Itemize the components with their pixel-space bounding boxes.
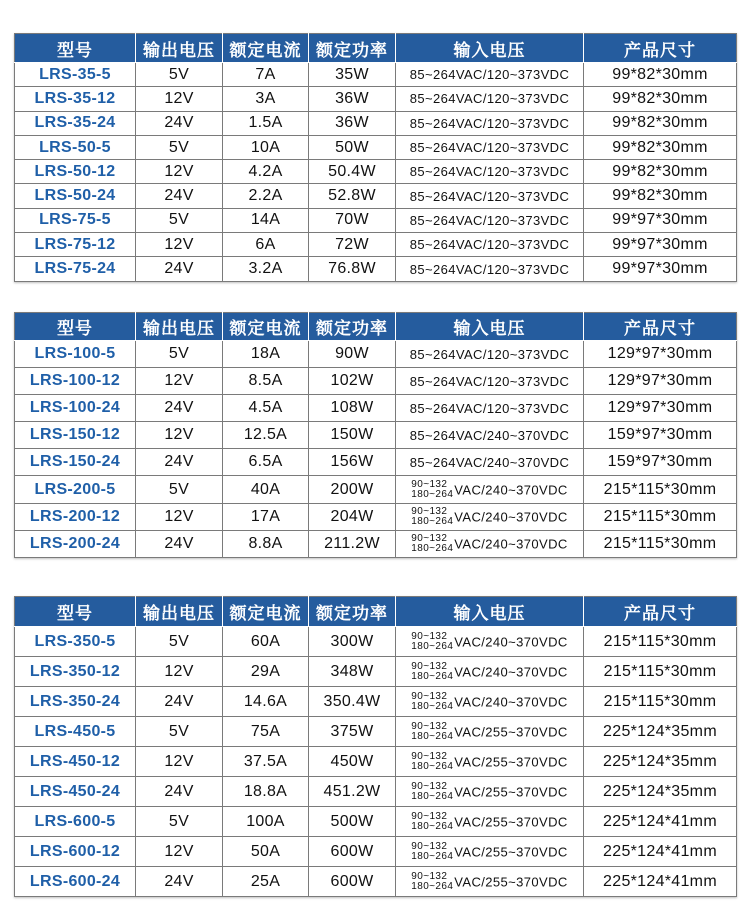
input-range-rest: VAC/240~370VDC <box>454 536 568 552</box>
input-range-low: 90~132 <box>411 810 448 822</box>
rated-power-cell: 52.8W <box>309 184 396 208</box>
rated-current-cell: 18.8A <box>223 777 309 807</box>
table-row <box>15 111 737 135</box>
output-voltage-cell: 12V <box>136 422 223 449</box>
rated-current-cell: 29A <box>223 657 309 687</box>
rated-current-cell: 1.5A <box>223 111 309 135</box>
model-cell: LRS-200-12 <box>15 503 136 530</box>
rated-current-cell: 4.2A <box>223 160 309 184</box>
model-cell: LRS-100-24 <box>15 395 136 422</box>
table-row <box>15 87 737 111</box>
product-size-cell: 225*124*35mm <box>584 747 737 777</box>
rated-power-cell: 200W <box>309 476 396 503</box>
table-row <box>15 476 737 503</box>
rated-current-cell: 2.2A <box>223 184 309 208</box>
rated-power-cell: 150W <box>309 422 396 449</box>
output-voltage-cell: 24V <box>136 530 223 557</box>
model-cell: LRS-600-24 <box>15 867 136 897</box>
header-output-voltage: 输出电压 <box>136 313 223 341</box>
product-size-cell: 215*115*30mm <box>584 687 737 717</box>
table-row <box>15 63 737 87</box>
input-range-rest: VAC/240~370VDC <box>454 664 568 679</box>
product-size-cell: 99*97*30mm <box>584 257 737 281</box>
output-voltage-cell: 12V <box>136 837 223 867</box>
table-row <box>15 160 737 184</box>
input-range-high: 180~264 <box>411 640 454 652</box>
input-range-high: 180~264 <box>411 670 454 682</box>
product-size-cell: 225*124*35mm <box>584 717 737 747</box>
input-voltage-cell <box>396 777 584 807</box>
spec-table-3 <box>14 596 737 897</box>
input-range-low: 90~132 <box>411 505 448 517</box>
input-range-low: 90~132 <box>411 532 448 544</box>
rated-current-cell: 8.5A <box>223 368 309 395</box>
input-voltage-cell: 85~264VAC/120~373VDC <box>396 63 584 87</box>
output-voltage-cell: 12V <box>136 657 223 687</box>
input-range-rest: VAC/240~370VDC <box>454 634 568 649</box>
input-range-stack <box>411 480 453 500</box>
header-input-voltage: 输入电压 <box>396 34 584 63</box>
input-range-low: 90~132 <box>411 780 448 792</box>
input-range-high: 180~264 <box>411 488 454 500</box>
input-voltage-cell <box>396 627 584 657</box>
input-voltage-cell: 85~264VAC/120~373VDC <box>396 257 584 281</box>
product-size-cell: 159*97*30mm <box>584 422 737 449</box>
table-row <box>15 777 737 807</box>
input-voltage-cell <box>396 717 584 747</box>
rated-current-cell: 50A <box>223 837 309 867</box>
input-range-stack <box>411 507 453 527</box>
model-cell: LRS-350-12 <box>15 657 136 687</box>
rated-power-cell: 600W <box>309 837 396 867</box>
output-voltage-cell: 12V <box>136 87 223 111</box>
rated-power-cell: 50.4W <box>309 160 396 184</box>
rated-power-cell: 300W <box>309 627 396 657</box>
input-range-rest: VAC/255~370VDC <box>454 874 568 889</box>
rated-current-cell: 7A <box>223 63 309 87</box>
model-cell: LRS-450-5 <box>15 717 136 747</box>
model-cell: LRS-50-12 <box>15 160 136 184</box>
rated-power-cell: 70W <box>309 208 396 232</box>
table-row <box>15 657 737 687</box>
model-cell: LRS-50-24 <box>15 184 136 208</box>
model-cell: LRS-75-12 <box>15 233 136 257</box>
model-cell: LRS-35-12 <box>15 87 136 111</box>
model-cell: LRS-50-5 <box>15 135 136 159</box>
rated-power-cell: 72W <box>309 233 396 257</box>
input-range-high: 180~264 <box>411 820 454 832</box>
input-voltage-cell <box>396 476 584 503</box>
rated-power-cell: 108W <box>309 395 396 422</box>
table-row <box>15 257 737 281</box>
rated-current-cell: 100A <box>223 807 309 837</box>
input-voltage-cell <box>396 867 584 897</box>
model-cell: LRS-100-5 <box>15 341 136 368</box>
model-cell: LRS-35-5 <box>15 63 136 87</box>
table-row <box>15 867 737 897</box>
rated-power-cell: 350.4W <box>309 687 396 717</box>
input-range-high: 180~264 <box>411 730 454 742</box>
input-range-rest: VAC/240~370VDC <box>454 509 568 525</box>
input-range-high: 180~264 <box>411 880 454 892</box>
product-size-cell: 99*82*30mm <box>584 87 737 111</box>
input-range-rest: VAC/240~370VDC <box>454 694 568 709</box>
output-voltage-cell: 12V <box>136 503 223 530</box>
input-range-high: 180~264 <box>411 542 454 554</box>
input-voltage-cell <box>396 747 584 777</box>
output-voltage-cell: 24V <box>136 777 223 807</box>
input-voltage-cell: 85~264VAC/240~370VDC <box>396 422 584 449</box>
rated-current-cell: 3.2A <box>223 257 309 281</box>
input-voltage-cell: 85~264VAC/120~373VDC <box>396 341 584 368</box>
product-size-cell: 129*97*30mm <box>584 341 737 368</box>
input-range-high: 180~264 <box>411 790 454 802</box>
input-voltage-cell: 85~264VAC/120~373VDC <box>396 233 584 257</box>
input-range-low: 90~132 <box>411 720 448 732</box>
product-size-cell: 215*115*30mm <box>584 657 737 687</box>
product-size-cell: 99*97*30mm <box>584 208 737 232</box>
input-voltage-cell: 85~264VAC/120~373VDC <box>396 160 584 184</box>
header-input-voltage: 输入电压 <box>396 597 584 627</box>
input-range-low: 90~132 <box>411 690 448 702</box>
input-voltage-cell: 85~264VAC/120~373VDC <box>396 184 584 208</box>
output-voltage-cell: 24V <box>136 687 223 717</box>
input-range-stack <box>411 842 453 862</box>
header-rated-power: 额定功率 <box>309 34 396 63</box>
table-header-row <box>15 34 737 63</box>
input-range-low: 90~132 <box>411 840 448 852</box>
rated-power-cell: 375W <box>309 717 396 747</box>
rated-current-cell: 8.8A <box>223 530 309 557</box>
input-range-rest: VAC/255~370VDC <box>454 814 568 829</box>
model-cell: LRS-200-5 <box>15 476 136 503</box>
rated-current-cell: 40A <box>223 476 309 503</box>
product-size-cell: 129*97*30mm <box>584 368 737 395</box>
output-voltage-cell: 24V <box>136 395 223 422</box>
product-size-cell: 225*124*41mm <box>584 867 737 897</box>
input-voltage-cell <box>396 837 584 867</box>
header-model: 型号 <box>15 34 136 63</box>
input-range-stack <box>411 722 453 742</box>
output-voltage-cell: 12V <box>136 747 223 777</box>
output-voltage-cell: 12V <box>136 233 223 257</box>
rated-power-cell: 500W <box>309 807 396 837</box>
input-voltage-cell <box>396 657 584 687</box>
table-row <box>15 627 737 657</box>
input-voltage-cell <box>396 687 584 717</box>
rated-power-cell: 35W <box>309 63 396 87</box>
input-range-stack <box>411 752 453 772</box>
header-model: 型号 <box>15 597 136 627</box>
model-cell: LRS-350-24 <box>15 687 136 717</box>
output-voltage-cell: 5V <box>136 135 223 159</box>
model-cell: LRS-200-24 <box>15 530 136 557</box>
input-range-rest: VAC/255~370VDC <box>454 784 568 799</box>
input-voltage-cell: 85~264VAC/120~373VDC <box>396 111 584 135</box>
input-voltage-cell: 85~264VAC/120~373VDC <box>396 208 584 232</box>
rated-power-cell: 50W <box>309 135 396 159</box>
product-size-cell: 99*82*30mm <box>584 135 737 159</box>
header-output-voltage: 输出电压 <box>136 597 223 627</box>
table-row <box>15 184 737 208</box>
table-row <box>15 717 737 747</box>
table-row <box>15 503 737 530</box>
rated-power-cell: 600W <box>309 867 396 897</box>
output-voltage-cell: 24V <box>136 257 223 281</box>
input-voltage-cell: 85~264VAC/240~370VDC <box>396 449 584 476</box>
product-size-cell: 225*124*41mm <box>584 837 737 867</box>
rated-current-cell: 10A <box>223 135 309 159</box>
input-voltage-cell <box>396 530 584 557</box>
table-row <box>15 687 737 717</box>
output-voltage-cell: 5V <box>136 627 223 657</box>
output-voltage-cell: 5V <box>136 807 223 837</box>
header-product-size: 产品尺寸 <box>584 313 737 341</box>
input-range-high: 180~264 <box>411 515 454 527</box>
header-product-size: 产品尺寸 <box>584 34 737 63</box>
model-cell: LRS-75-24 <box>15 257 136 281</box>
table-row <box>15 341 737 368</box>
model-cell: LRS-35-24 <box>15 111 136 135</box>
table-row <box>15 837 737 867</box>
rated-current-cell: 25A <box>223 867 309 897</box>
rated-current-cell: 12.5A <box>223 422 309 449</box>
input-range-low: 90~132 <box>411 660 448 672</box>
product-size-cell: 99*82*30mm <box>584 160 737 184</box>
input-range-rest: VAC/255~370VDC <box>454 754 568 769</box>
rated-power-cell: 211.2W <box>309 530 396 557</box>
table-row <box>15 395 737 422</box>
input-range-high: 180~264 <box>411 850 454 862</box>
header-rated-power: 额定功率 <box>309 597 396 627</box>
product-size-cell: 99*97*30mm <box>584 233 737 257</box>
product-size-cell: 129*97*30mm <box>584 395 737 422</box>
input-range-high: 180~264 <box>411 700 454 712</box>
input-range-low: 90~132 <box>411 870 448 882</box>
table-row <box>15 422 737 449</box>
table-header-row <box>15 313 737 341</box>
input-range-rest: VAC/240~370VDC <box>454 482 568 498</box>
header-output-voltage: 输出电压 <box>136 34 223 63</box>
input-range-stack <box>411 692 453 712</box>
output-voltage-cell: 24V <box>136 449 223 476</box>
product-size-cell: 215*115*30mm <box>584 503 737 530</box>
spec-table-2 <box>14 312 737 558</box>
model-cell: LRS-150-24 <box>15 449 136 476</box>
model-cell: LRS-450-12 <box>15 747 136 777</box>
model-cell: LRS-100-12 <box>15 368 136 395</box>
table-row <box>15 233 737 257</box>
rated-current-cell: 60A <box>223 627 309 657</box>
product-size-cell: 225*124*35mm <box>584 777 737 807</box>
input-range-stack <box>411 534 453 554</box>
input-range-high: 180~264 <box>411 760 454 772</box>
output-voltage-cell: 5V <box>136 476 223 503</box>
input-range-rest: VAC/255~370VDC <box>454 724 568 739</box>
output-voltage-cell: 5V <box>136 341 223 368</box>
product-size-cell: 225*124*41mm <box>584 807 737 837</box>
product-size-cell: 159*97*30mm <box>584 449 737 476</box>
input-range-stack <box>411 872 453 892</box>
product-size-cell: 99*82*30mm <box>584 184 737 208</box>
model-cell: LRS-600-5 <box>15 807 136 837</box>
rated-power-cell: 450W <box>309 747 396 777</box>
input-range-rest: VAC/255~370VDC <box>454 844 568 859</box>
product-size-cell: 215*115*30mm <box>584 530 737 557</box>
output-voltage-cell: 12V <box>136 368 223 395</box>
input-voltage-cell: 85~264VAC/120~373VDC <box>396 368 584 395</box>
table-row <box>15 807 737 837</box>
header-rated-current: 额定电流 <box>223 34 309 63</box>
input-voltage-cell: 85~264VAC/120~373VDC <box>396 395 584 422</box>
header-rated-current: 额定电流 <box>223 313 309 341</box>
rated-current-cell: 6.5A <box>223 449 309 476</box>
rated-power-cell: 36W <box>309 87 396 111</box>
rated-current-cell: 4.5A <box>223 395 309 422</box>
input-voltage-cell: 85~264VAC/120~373VDC <box>396 135 584 159</box>
model-cell: LRS-150-12 <box>15 422 136 449</box>
output-voltage-cell: 5V <box>136 208 223 232</box>
model-cell: LRS-350-5 <box>15 627 136 657</box>
input-voltage-cell: 85~264VAC/120~373VDC <box>396 87 584 111</box>
table-row <box>15 135 737 159</box>
header-rated-current: 额定电流 <box>223 597 309 627</box>
output-voltage-cell: 24V <box>136 111 223 135</box>
rated-power-cell: 90W <box>309 341 396 368</box>
input-range-stack <box>411 782 453 802</box>
output-voltage-cell: 12V <box>136 160 223 184</box>
product-size-cell: 215*115*30mm <box>584 476 737 503</box>
input-range-stack <box>411 662 453 682</box>
output-voltage-cell: 24V <box>136 867 223 897</box>
product-size-cell: 215*115*30mm <box>584 627 737 657</box>
rated-current-cell: 17A <box>223 503 309 530</box>
table-row <box>15 747 737 777</box>
input-range-low: 90~132 <box>411 750 448 762</box>
table-row <box>15 368 737 395</box>
rated-power-cell: 204W <box>309 503 396 530</box>
header-product-size: 产品尺寸 <box>584 597 737 627</box>
header-model: 型号 <box>15 313 136 341</box>
output-voltage-cell: 5V <box>136 717 223 747</box>
rated-current-cell: 18A <box>223 341 309 368</box>
model-cell: LRS-600-12 <box>15 837 136 867</box>
table-row <box>15 449 737 476</box>
table-row <box>15 208 737 232</box>
header-rated-power: 额定功率 <box>309 313 396 341</box>
input-range-low: 90~132 <box>411 630 448 642</box>
input-range-stack <box>411 632 453 652</box>
model-cell: LRS-75-5 <box>15 208 136 232</box>
rated-power-cell: 76.8W <box>309 257 396 281</box>
input-voltage-cell <box>396 807 584 837</box>
table-header-row <box>15 597 737 627</box>
product-size-cell: 99*82*30mm <box>584 63 737 87</box>
input-voltage-cell <box>396 503 584 530</box>
input-range-low: 90~132 <box>411 478 448 490</box>
output-voltage-cell: 24V <box>136 184 223 208</box>
output-voltage-cell: 5V <box>136 63 223 87</box>
table-row <box>15 530 737 557</box>
rated-power-cell: 156W <box>309 449 396 476</box>
rated-current-cell: 14.6A <box>223 687 309 717</box>
spec-table-1 <box>14 33 737 282</box>
rated-power-cell: 348W <box>309 657 396 687</box>
rated-current-cell: 14A <box>223 208 309 232</box>
rated-current-cell: 37.5A <box>223 747 309 777</box>
rated-power-cell: 451.2W <box>309 777 396 807</box>
rated-power-cell: 102W <box>309 368 396 395</box>
header-input-voltage: 输入电压 <box>396 313 584 341</box>
product-size-cell: 99*82*30mm <box>584 111 737 135</box>
rated-current-cell: 6A <box>223 233 309 257</box>
rated-power-cell: 36W <box>309 111 396 135</box>
model-cell: LRS-450-24 <box>15 777 136 807</box>
input-range-stack <box>411 812 453 832</box>
rated-current-cell: 3A <box>223 87 309 111</box>
rated-current-cell: 75A <box>223 717 309 747</box>
